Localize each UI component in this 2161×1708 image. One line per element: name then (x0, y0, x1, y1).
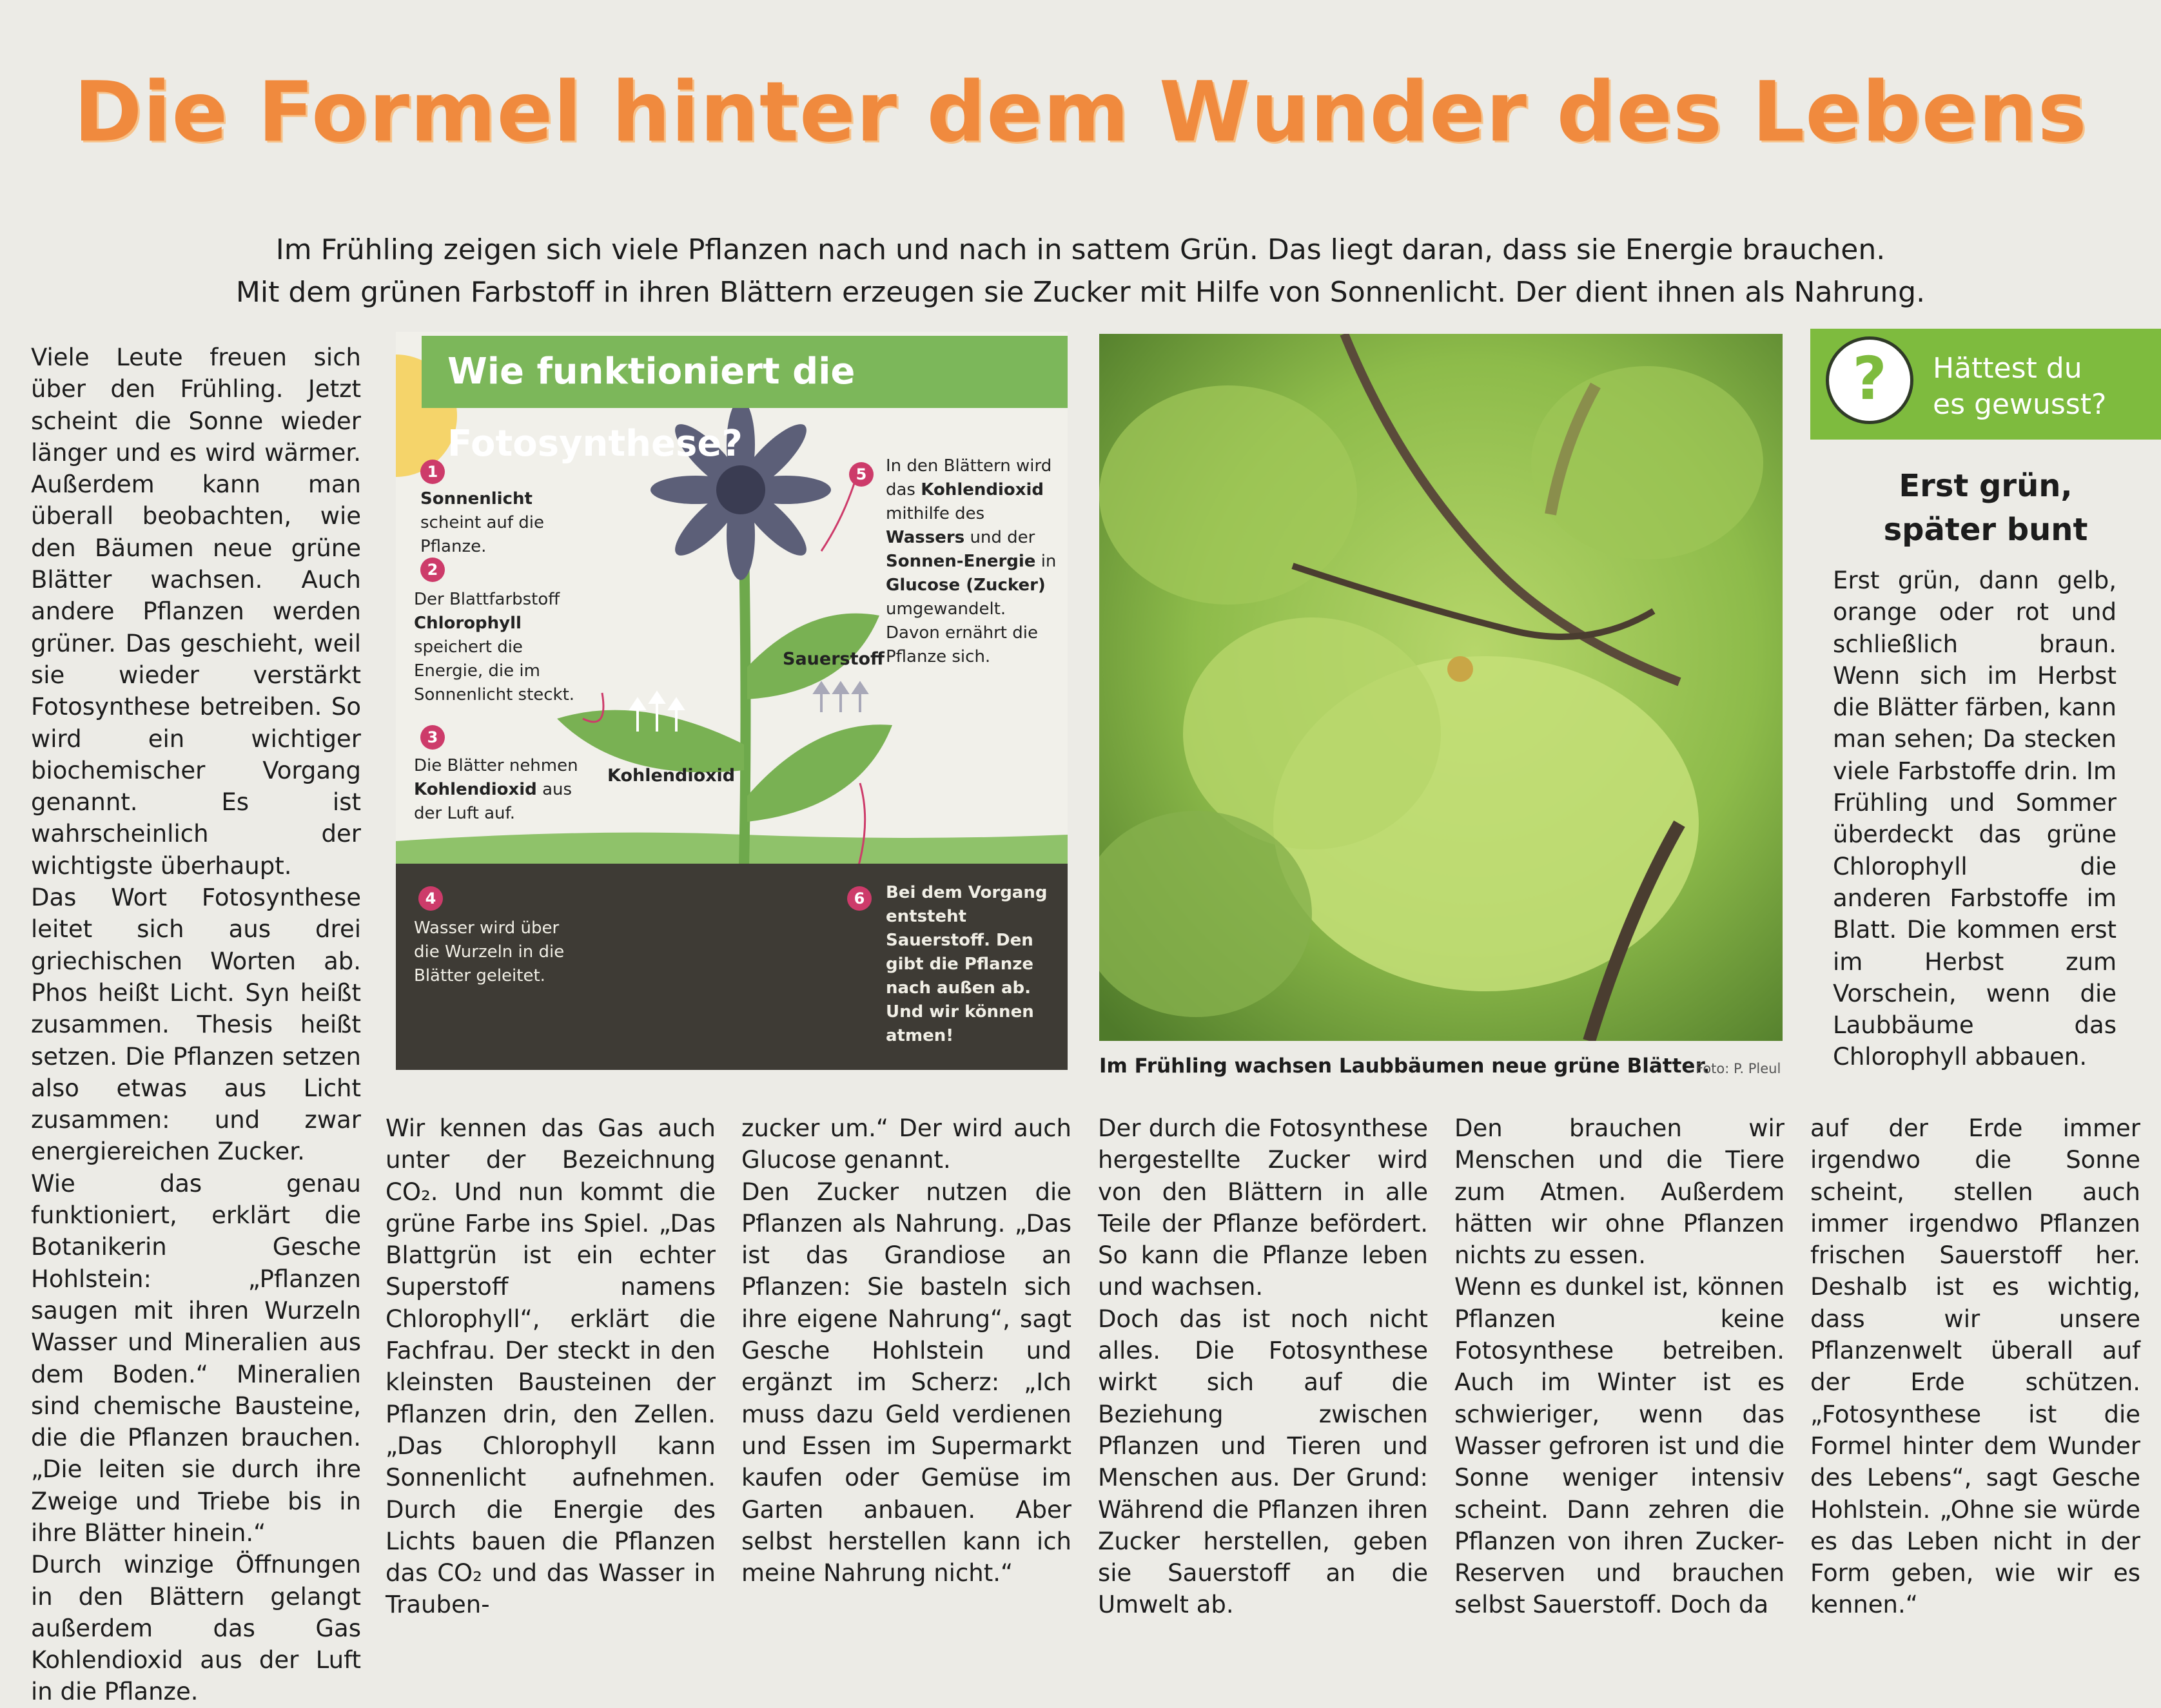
step-3-rest: aus der Luft auf. (414, 780, 572, 823)
column-6 (1810, 1112, 2140, 1621)
paragraph: auf der Erde immer irgendwo die Sonne scheint, stellen auch immer irgendwo Pflanzen frischen Sauerstoff her. Deshalb ist es wichtig, dass wir unsere Pflanzenwelt überall auf der Erde schützen. „Fotosynthese ist die Formel hinter dem Wunder des Lebens“, sagt Gesche Hohlstein. „Ohne sie würde es das Leben nicht in der Form geben, wie wir es kennen.“ (1810, 1114, 2140, 1619)
step-5-text (886, 454, 1063, 669)
step-1-bold: Sonnenlicht (420, 489, 533, 509)
sidebar-title-line-1: Erst grün, (1899, 468, 2073, 504)
photo-credit: Foto: P. Pleul (1696, 1061, 1781, 1076)
paragraph: Durch winzige Öffnungen in den Blättern gelangt außerdem das Gas Kohlendioxid aus der Luft in die Pflanze. (31, 1551, 361, 1706)
paragraph: Den Zucker nutzen die Pflanzen als Nahrung. „Das ist das Grandiose an Pflanzen: Sie basteln sich ihre eigene Nahrung“, sagt Gesche Hohlstein und ergänzt im Scherz: „Ich muss dazu Geld verdienen und Essen im Supermarkt kaufen oder Gemüse im Garten anbauen. Aber selbst herstellen kann ich meine Nahrung nicht.“ (741, 1178, 1071, 1587)
sidebar-title-line-2: später bunt (1883, 512, 2088, 548)
photo-drawing (1099, 334, 1783, 1041)
step-5-a: In den Blättern wird das (886, 456, 1052, 500)
step-5-c: mithilfe des (886, 504, 985, 523)
oxygen-label: Sauerstoff (783, 649, 885, 669)
sidebar-body (1833, 565, 2117, 1073)
intro (0, 229, 2161, 314)
photo-caption: Im Frühling wachsen Laubbäumen neue grüne Blätter. (1099, 1054, 1710, 1078)
step-4-badge: 4 (418, 886, 443, 911)
paragraph: Wie das genau funktioniert, erklärt die Botanikerin Gesche Hohlstein: „Pflanzen saugen mit ihren Wurzeln Wasser und Mineralien aus dem Boden.“ Mineralien sind chemische Bausteine, die die Pflanzen brauchen. „Die leiten sie durch ihre Zweige und Triebe bis in ihre Blätter hinein.“ (31, 1169, 361, 1547)
sidebar-label-line-1: Hättest du (1933, 352, 2082, 385)
stem-shape (744, 545, 746, 867)
step-5-f: Sonnen-Energie (886, 552, 1036, 571)
paragraph: zucker um.“ Der wird auch Glucose genannt. (741, 1114, 1071, 1174)
step-5-g: in (1035, 552, 1057, 571)
paragraph: Der durch die Fotosynthese hergestellte Zucker wird von den Blättern in alle Teile der Pflanze befördert. So kann die Pflanze leben und wachsen. (1098, 1114, 1428, 1301)
paragraph: Den brauchen wir Menschen und die Tiere zum Atmen. Außerdem hätten wir ohne Pflanzen nichts zu essen. (1454, 1114, 1785, 1270)
step-4-text: Wasser wird über die Wurzeln in die Blätter geleitet. (414, 918, 565, 985)
step-2-bold: Chlorophyll (414, 614, 522, 633)
step-2-badge: 2 (420, 558, 445, 582)
step-5-i: umgewandelt. Davon ernährt die Pflanze sich. (886, 599, 1038, 666)
step-3-pre: Die Blätter nehmen (414, 756, 578, 775)
step-3-badge: 3 (420, 725, 445, 750)
oxygen-arrows-shape (815, 683, 866, 712)
sidebar-label-line-2: es gewusst? (1933, 388, 2107, 421)
step-5-e: und der (964, 528, 1035, 547)
step-2-pre: Der Blattfarbstoff (414, 590, 560, 609)
step-6-badge: 6 (847, 886, 872, 911)
step-5-h: Glucose (Zucker) (886, 576, 1046, 595)
leaf-lower-right-shape (747, 724, 892, 822)
paragraph: Doch das ist noch nicht alles. Die Fotosynthese wirkt sich auf die Beziehung zwischen Pflanzen und Tieren und Menschen aus. Der Grund: Während die Pflanzen ihren Zucker herstellen, geben sie Sauerstoff an die Umwelt ab. (1098, 1305, 1428, 1619)
paragraph: Erst grün, dann gelb, orange oder rot und schließlich braun. Wenn sich im Herbst die Blätter färben, kann man sehen; Da stecken viele Farbstoffe drin. Im Frühling und Sommer überdeckt das grüne Chlorophyll die anderen Farbstoffe im Blatt. Die kommen erst im Herbst zum Vorschein, wenn die Laubbäume das Chlorophyll abbauen. (1833, 567, 2117, 1071)
step-3-text (414, 754, 585, 826)
paragraph: Wir kennen das Gas auch unter der Bezeichnung CO₂. Und nun kommt die grüne Farbe ins Spiel. „Das Blattgrün ist ein echter Superstoff namens Chlorophyll“, erklärt die Fachfrau. Der steckt in den kleinsten Bausteinen der Pflanzen drin, den Zellen. „Das Chlorophyll kann Sonnenlicht aufnehmen. Durch die Energie des Lichts bauen die Pflanzen das CO₂ und das Wasser in Trauben- (386, 1114, 716, 1619)
step-1-badge: 1 (420, 460, 445, 484)
sidebar-header (1810, 329, 2161, 440)
photosynthesis-infographic (396, 332, 1068, 1070)
paragraph: Das Wort Fotosynthese leitet sich aus drei griechischen Worten ab. Phos heißt Licht. Syn heißt zusammen. Thesis heißt setzen. Die Pflanzen setzen also etwas aus Licht zusammen: und zwar energiereichen Zucker. (31, 884, 361, 1166)
column-3 (741, 1112, 1071, 1589)
column-4 (1098, 1112, 1428, 1621)
co2-label: Kohlendioxid (607, 766, 736, 786)
step-6-text: Bei dem Vorgang entsteht Sauerstoff. Den gibt die Pflanze nach außen ab. Und wir können atmen! (886, 883, 1048, 1045)
question-icon: ? (1826, 336, 1913, 424)
step-5-b: Kohlendioxid (921, 480, 1044, 500)
step-2-rest: speichert die Energie, die im Sonnenlicht steckt. (414, 637, 575, 704)
paragraph: Wenn es dunkel ist, können Pflanzen keine Fotosynthese betreiben. Auch im Winter ist es schwieriger, wenn das Wasser gefroren ist und die Sonne weniger intensiv scheint. Dann zehren die Pflanzen von ihren Zucker-Reserven und brauchen selbst Sauerstoff. Doch da (1454, 1273, 1785, 1619)
co2-arrows-shape (631, 693, 683, 732)
step-5-d: Wassers (886, 528, 965, 547)
column-1 (31, 342, 361, 1708)
intro-line-1: Im Frühling zeigen sich viele Pflanzen nach und nach in sattem Grün. Das liegt daran, dass sie Energie brauchen. (275, 233, 1886, 266)
headline: Die Formel hinter dem Wunder des Lebens (73, 64, 2088, 160)
sidebar-title (1810, 464, 2161, 552)
sidebar-label (1933, 351, 2106, 423)
step-2-text (414, 588, 582, 707)
meadow-shape (396, 833, 1068, 867)
step-3-bold: Kohlendioxid (414, 780, 537, 799)
step-1-rest: scheint auf die Pflanze. (420, 513, 545, 556)
birch-leaves-photo (1099, 334, 1783, 1041)
step-5-badge: 5 (849, 462, 874, 487)
paragraph: Viele Leute freuen sich über den Frühling. Jetzt scheint die Sonne wieder länger und es wird wärmer. Außerdem kann man überall beobachten, wie den Bäumen neue grüne Blätter wachsen. Auch andere Pflanzen werden grüner. Das geschieht, weil sie wieder verstärkt Fotosynthese betreiben. So wird ein wichtiger biochemischer Vorgang genannt. Es ist wahrscheinlich der wichtigste überhaupt. (31, 344, 361, 880)
column-5 (1454, 1112, 1785, 1621)
intro-line-2: Mit dem grünen Farbstoff in ihren Blättern erzeugen sie Zucker mit Hilfe von Sonnenlicht. Der dient ihnen als Nahrung. (235, 276, 1926, 309)
column-2 (386, 1112, 716, 1621)
infographic-title: Wie funktioniert die Fotosynthese? (422, 336, 1068, 408)
step-1-text (420, 487, 594, 559)
